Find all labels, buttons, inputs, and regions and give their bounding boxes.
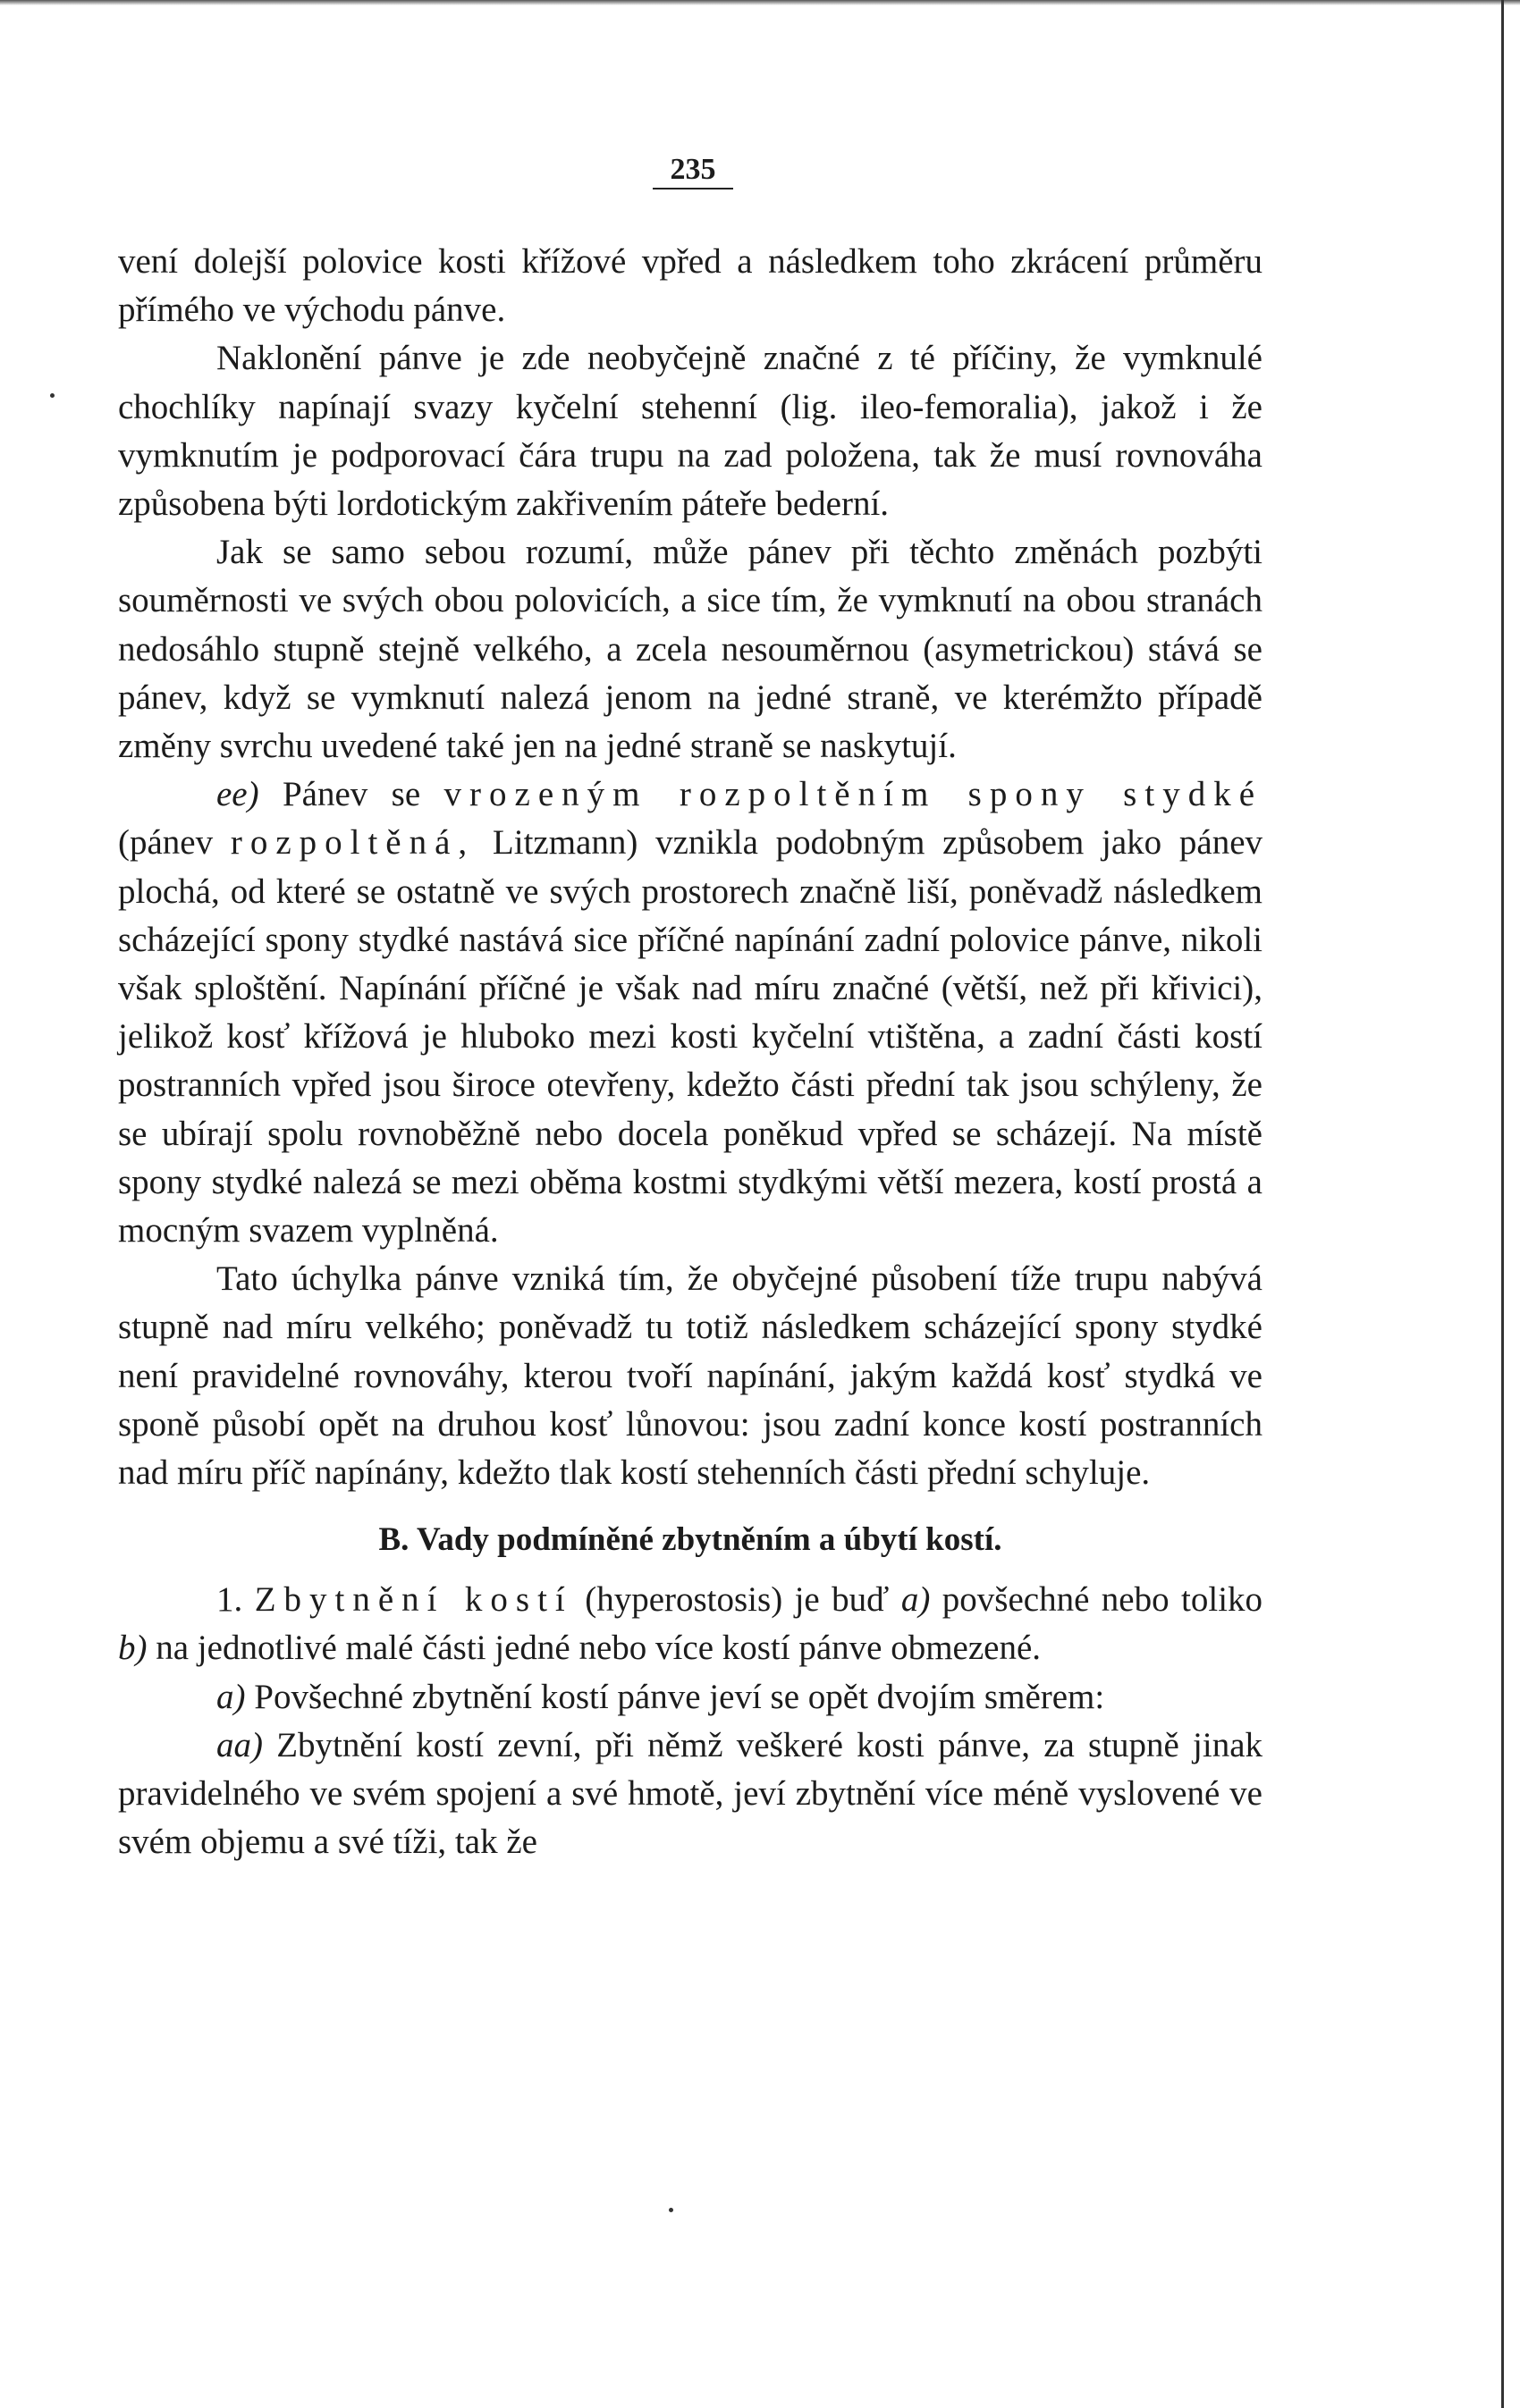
- paragraph-6-c: na jednotlivé malé části jedné nebo více kostí pánve obmezené.: [156, 1629, 1042, 1668]
- paragraph-4-label: ee): [216, 775, 259, 814]
- paragraph-8: [118, 1722, 1262, 1867]
- section-heading: B. Vady podmíněné zbytněním a úbytí kostí.: [378, 1521, 1002, 1559]
- paragraph-6-a-label: a): [900, 1580, 931, 1620]
- paragraph-6-b-label: b): [118, 1629, 148, 1668]
- paragraph-5: Tato úchylka pánve vzniká tím, že obyčejné působení tíže trupu nabývá stupně nad míru velkého; poněvadž tu totiž následkem scházející spony stydké není pravidelné rovnováhy, kterou tvoří napínání, jakým každá kosť stydká ve sponě působí opět na druhou kosť lůnovou: jsou zadní konce kostí postranních nad míru příč napínány, kdežto tlak kostí stehenních části přední schyluje.: [118, 1259, 1262, 1493]
- paragraph-8-label: aa): [216, 1725, 263, 1764]
- scan-edge-top: [0, 0, 1520, 5]
- page-number: 235: [653, 152, 733, 189]
- paragraph-7-label: a): [216, 1677, 246, 1716]
- page-body: [118, 238, 1262, 1867]
- paragraph-7: [118, 1673, 1262, 1722]
- paragraph-2: Naklonění pánve je zde neobyčejně značné z té příčiny, že vymknulé chochlíky napínají svazy kyčelní stehenní (lig. ileo-femoralia), jakož i že vymknutím je podporovací čára trupu na zad položena, tak že musí rovnováha způsobena býti lordotickým zakřivením páteře bederní.: [118, 339, 1262, 524]
- paragraph-6-b: povšechné nebo toliko: [942, 1580, 1263, 1620]
- scan-edge-right: [1501, 0, 1504, 2408]
- paragraph-8-text: Zbytnění kostí zevní, při němž veškeré kosti pánve, za stupně jinak pravidelného ve svém spojení a své hmotě, jeví zbytnění více méně vyslovené ve svém objemu a své tíži, tak že: [118, 1725, 1263, 1862]
- paragraph-4-pre: Pánev se: [282, 775, 421, 814]
- paragraph-1: vení dolejší polovice kosti křížové vpřed a následkem toho zkrácení průměru přímého ve východu pánve.: [118, 242, 1262, 330]
- paragraph-6: [118, 1576, 1262, 1672]
- speck-mark: [669, 2208, 673, 2212]
- speck-mark: [50, 393, 55, 398]
- paragraph-6-spaced-term: Zbytnění kostí: [254, 1580, 573, 1620]
- paragraph-4-post: Litzmann) vznikla podobným způsobem jako pánev plochá, od které se ostatně ve svých prostorech značně liší, poněvadž následkem scházející spony stydké nastává sice příčné napínání zadní polovice pánve, nikoli však sploštění. Napínání příčné je však nad míru značné (větší, než při křivici), jelikož kosť křížová je hluboko mezi kosti kyčelní vtištěna, a zadní části kostí postranních vpřed jsou široce otevřeny, kdežto části přední tak jsou schýleny, že se ubírají spolu rovnoběžně nebo docela poněkud vpřed se scházejí. Na místě spony stydké nalezá se mezi oběma kostmi stydkými větší mezera, kostí prostá a mocným svazem vyplněná.: [118, 823, 1263, 1250]
- paragraph-3: Jak se samo sebou rozumí, může pánev při těchto změnách pozbýti souměrnosti ve svých obou polovicích, a sice tím, že vymknutí na obou stranách nedosáhlo stupně stejně velkého, a zcela nesouměrnou (asymetrickou) stává se pánev, když se vymknutí nalezá jenom na jedné straně, ve kterémžto případě změny svrchu uvedené také jen na jedné straně se naskytují.: [118, 533, 1262, 766]
- paragraph-7-text: Povšechné zbytnění kostí pánve jeví se opět dvojím směrem:: [254, 1677, 1105, 1716]
- paragraph-6-label: 1.: [216, 1580, 243, 1620]
- paragraph-6-a: (hyperostosis) je buď: [585, 1580, 890, 1620]
- paragraph-4-spaced-term: vrozeným rozpoltěním spony stydké: [443, 775, 1263, 814]
- paragraph-4-mid: (pánev: [118, 823, 214, 863]
- paragraph-4-spaced-term-2: rozpoltěná,: [230, 823, 476, 863]
- paragraph-4: [118, 770, 1262, 1255]
